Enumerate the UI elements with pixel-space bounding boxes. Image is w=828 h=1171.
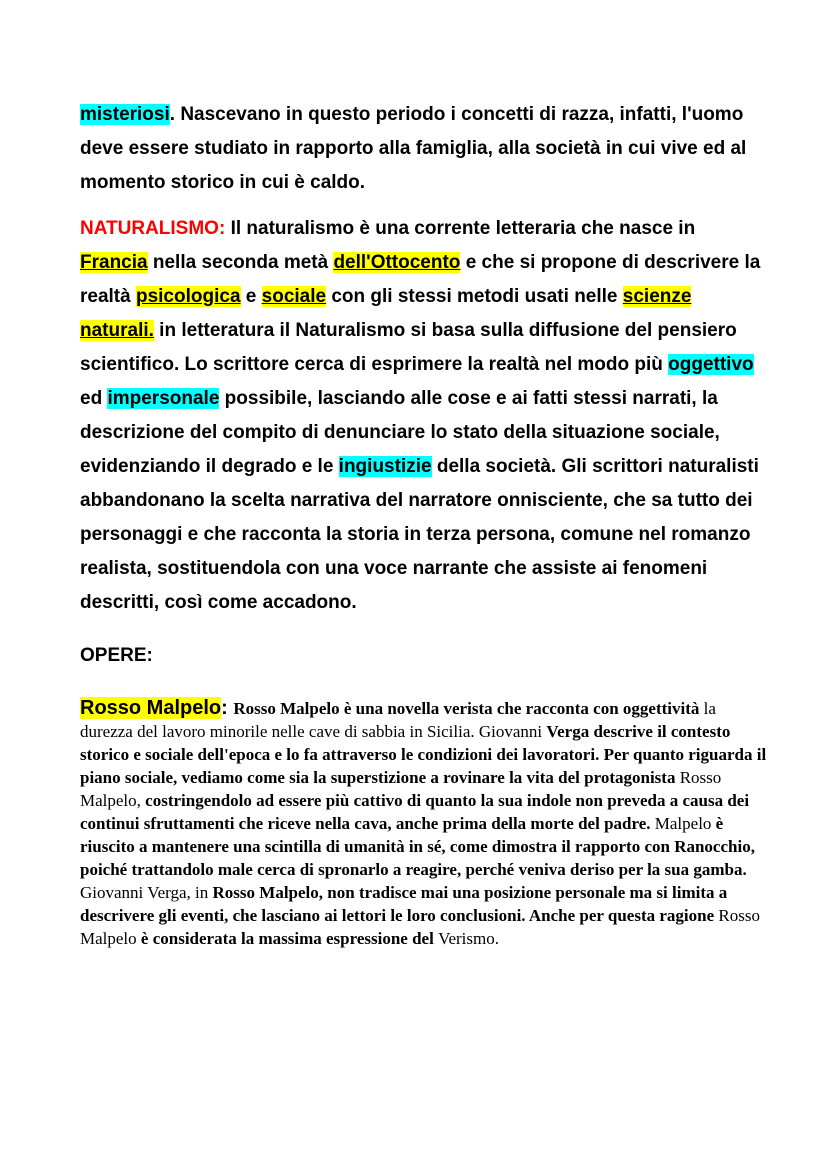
text-run: Giovanni Verga, in bbox=[80, 883, 213, 902]
term-sociale: sociale bbox=[261, 286, 327, 307]
text-run: e che si propone di descrivere la realtà bbox=[80, 252, 761, 307]
text-run: della società. Gli scrittori naturalisti abbandonano la scelta narrativa del narratore onnisciente, che sa tutto dei personaggi e che racconta la storia in terza persona, comune nel romanzo realista, sostituendola con una voce narrante che assiste ai fenomeni descritti, così come accadono. bbox=[80, 456, 759, 613]
rosso-malpelo-title: Rosso Malpelo bbox=[80, 697, 222, 719]
rosso-malpelo-title-colon: : bbox=[221, 697, 234, 719]
heading-opere: OPERE: bbox=[80, 645, 153, 666]
term-misteriosi: misteriosi bbox=[80, 104, 170, 125]
paragraph-opere bbox=[80, 639, 768, 673]
text-run: Verismo. bbox=[438, 929, 499, 948]
text-run: e bbox=[240, 286, 262, 307]
text-run: è riuscito a mantenere una scintilla di umanità in sé, come dimostra il rapporto con Ranocchio, poiché trattandolo male cerca di spronarlo a reagire, perché veniva deriso per la sua gamba. bbox=[80, 814, 755, 879]
term-psicologica: psicologica bbox=[135, 286, 241, 307]
text-run: ed bbox=[80, 388, 108, 409]
text-run: Il naturalismo è una corrente letteraria che nasce in bbox=[225, 218, 696, 239]
text-run: Rosso Malpelo, non tradisce mai una posizione personale ma si limita a descrivere gli eventi, che lasciano ai lettori le loro conclusioni. Anche per questa ragione bbox=[80, 883, 728, 925]
text-run: è considerata la massima espressione del bbox=[136, 929, 439, 948]
text-run: Rosso Malpelo bbox=[80, 906, 760, 948]
text-run: la durezza del lavoro minorile nelle cave di sabbia in Sicilia. Giovanni bbox=[80, 699, 716, 741]
heading-naturalismo: NATURALISMO: bbox=[80, 218, 226, 239]
text-run: con gli stessi metodi usati nelle bbox=[326, 286, 623, 307]
term-francia: Francia bbox=[80, 252, 148, 273]
text-run: Rosso Malpelo, bbox=[80, 768, 722, 810]
term-oggettivo: oggettivo bbox=[668, 354, 754, 375]
text-run: . Nascevano in questo periodo i concetti di razza, infatti, l'uomo deve essere studiato in rapporto alla famiglia, alla società in cui vive ed al momento storico in cui è caldo. bbox=[80, 104, 747, 193]
term-impersonale: impersonale bbox=[107, 388, 220, 409]
term-ingiustizie: ingiustizie bbox=[338, 456, 432, 477]
text-run: Malpelo bbox=[654, 814, 712, 833]
text-run: nella seconda metà bbox=[147, 252, 334, 273]
paragraph-intro bbox=[80, 98, 768, 200]
text-run: Rosso Malpelo è una novella verista che racconta con oggettività bbox=[233, 699, 704, 718]
text-run: possibile, lasciando alle cose e ai fatti stessi narrati, la descrizione del compito di denunciare lo stato della situazione sociale, evidenziando il degrado e le bbox=[80, 388, 720, 477]
paragraph-naturalismo bbox=[80, 212, 768, 620]
text-run: in letteratura il Naturalismo si basa sulla diffusione del pensiero scientifico. Lo scrittore cerca di esprimere la realtà nel modo più bbox=[80, 320, 737, 375]
term-ottocento: dell'Ottocento bbox=[333, 252, 461, 273]
paragraph-rosso-malpelo bbox=[80, 697, 768, 950]
term-scienze-naturali: scienze naturali. bbox=[80, 286, 692, 341]
text-run: Verga descrive il contesto storico e sociale dell'epoca e lo fa attraverso le condizioni dei lavoratori. Per quanto riguarda il piano sociale, vediamo come sia la superstizione a rovinare la vita del protagonista bbox=[80, 722, 767, 787]
text-run: costringendolo ad essere più cattivo di quanto la sua indole non preveda a causa dei continui sfruttamenti che riceve nella cava, anche prima della morte del padre. bbox=[80, 791, 750, 833]
